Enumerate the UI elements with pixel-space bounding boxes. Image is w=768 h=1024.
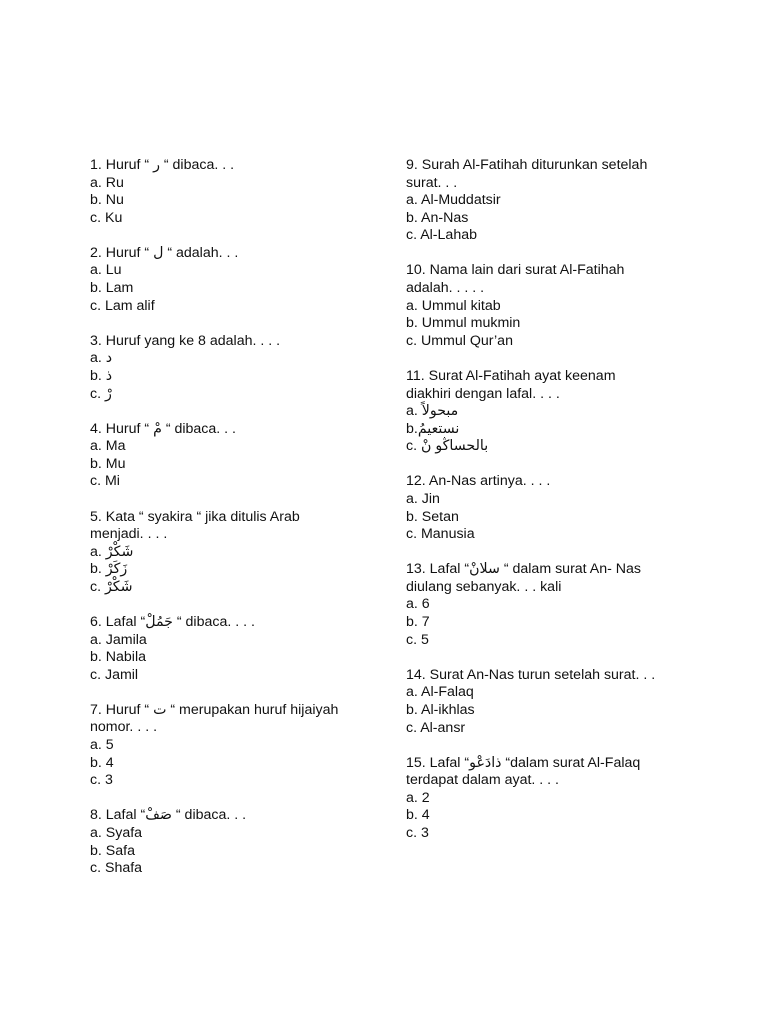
answer-option: a. Ma [90, 438, 126, 455]
answer-option: b. Safa [90, 842, 135, 859]
question-block [90, 509, 380, 597]
answer-option: a. Jin [406, 491, 440, 507]
answer-option: a. 6 [406, 596, 430, 613]
answer-option: c. Manusia [406, 526, 475, 543]
question-block [90, 245, 380, 315]
answer-option: a. Lu [90, 262, 122, 279]
left-question-column [90, 157, 380, 895]
answer-option: b. Setan [406, 508, 459, 525]
answer-option: c. 3 [406, 825, 429, 841]
answer-option: a. د [90, 350, 113, 367]
answer-option: a. Syafa [90, 824, 143, 841]
question-text: 12. An-Nas artinya. . . . [406, 473, 551, 490]
question-text: 2. Huruf “ ل “ adalah. . . [90, 244, 239, 261]
answer-option: a. شَكْرْ [90, 543, 134, 560]
question-block [90, 421, 380, 491]
question-text: 8. Lafal “صَفْ “ dibaca. . . [90, 807, 247, 824]
answer-option: b. ذ [90, 367, 113, 384]
question-block [90, 157, 380, 227]
question-text: nomor. . . . [90, 719, 158, 736]
answer-option: a. Ru [90, 174, 124, 191]
question-block [406, 561, 706, 649]
answer-option: c. Shafa [90, 860, 143, 877]
answer-option: a. Al-Falaq [406, 684, 474, 701]
answer-option: c. 5 [406, 631, 429, 648]
question-text: diulang sebanyak. . . kali [406, 578, 562, 595]
question-text: 6. Lafal “جَمُلْ “ dibaca. . . . [90, 613, 255, 630]
question-text: 3. Huruf yang ke 8 adalah. . . . [90, 332, 281, 349]
question-block [406, 473, 706, 543]
answer-option: a. مبحولاً [406, 403, 459, 420]
answer-option: b. An-Nas [406, 209, 469, 226]
answer-option: b. Nabila [90, 649, 146, 666]
answer-option: c. 3 [90, 772, 113, 789]
answer-option: a. 2 [406, 789, 430, 806]
question-block [90, 614, 380, 684]
answer-option: c. Jamil [90, 666, 139, 683]
answer-option: b. Nu [90, 192, 124, 209]
question-text: diakhiri dengan lafal. . . . [406, 385, 560, 402]
answer-option: a. Jamila [90, 631, 147, 648]
question-block [406, 157, 706, 245]
question-text: 7. Huruf “ ت “ merupakan huruf hijaiyah [90, 701, 339, 718]
answer-option: b. 7 [406, 614, 430, 631]
question-text: 15. Lafal “ذادَعْو “dalam surat Al-Falaq [406, 754, 641, 771]
answer-option: b. Lam [90, 280, 134, 297]
answer-option: a. Al-Muddatsir [406, 192, 501, 209]
question-block [406, 755, 706, 843]
right-question-column [406, 157, 706, 860]
question-block [90, 702, 380, 790]
answer-option: c. Mi [90, 473, 120, 490]
question-text: 9. Surah Al-Fatihah diturunkan setelah [406, 157, 648, 173]
question-block [406, 262, 706, 350]
answer-option: c. رْ [90, 385, 112, 402]
question-text: 5. Kata “ syakira “ jika ditulis Arab [90, 508, 300, 525]
question-text: 4. Huruf “ مْ “ dibaca. . . [90, 420, 236, 437]
answer-option: c. Al-ansr [406, 719, 466, 736]
answer-option: c. Al-Lahab [406, 227, 477, 244]
answer-option: b. زَكَرْ [90, 561, 128, 578]
question-block [90, 807, 380, 877]
answer-option: c. Ku [90, 209, 123, 226]
question-text: menjadi. . . . [90, 526, 168, 543]
question-text: 14. Surat An-Nas turun setelah surat. . . [406, 666, 656, 683]
question-text: 10. Nama lain dari surat Al-Fatihah [406, 262, 625, 279]
answer-option: c. Lam alif [90, 297, 155, 314]
question-text: 13. Lafal “سلانْ “ dalam surat An- Nas [406, 561, 642, 578]
question-text: surat. . . [406, 174, 458, 191]
question-block [90, 333, 380, 403]
answer-option: b. Al-ikhlas [406, 701, 475, 718]
answer-option: a. 5 [90, 737, 114, 754]
question-text: 11. Surat Al-Fatihah ayat keenam [406, 367, 616, 384]
answer-option: c. شَكْرْ [90, 578, 133, 595]
answer-option: b. 4 [406, 807, 430, 824]
question-text: terdapat dalam ayat. . . . [406, 772, 559, 789]
question-text: 1. Huruf “ ر “ dibaca. . . [90, 157, 235, 173]
answer-option: b. 4 [90, 754, 114, 771]
question-block [406, 368, 706, 456]
answer-option: a. Ummul kitab [406, 297, 501, 314]
answer-option: c. Ummul Qur’an [406, 332, 513, 349]
answer-option: b. Mu [90, 455, 126, 472]
answer-option: b.نستعيمُ [406, 420, 460, 437]
question-text: adalah. . . . . [406, 280, 485, 297]
answer-option: c. بالحساڭو نْ [406, 438, 489, 455]
answer-option: b. Ummul mukmin [406, 315, 521, 332]
question-block [406, 667, 706, 737]
